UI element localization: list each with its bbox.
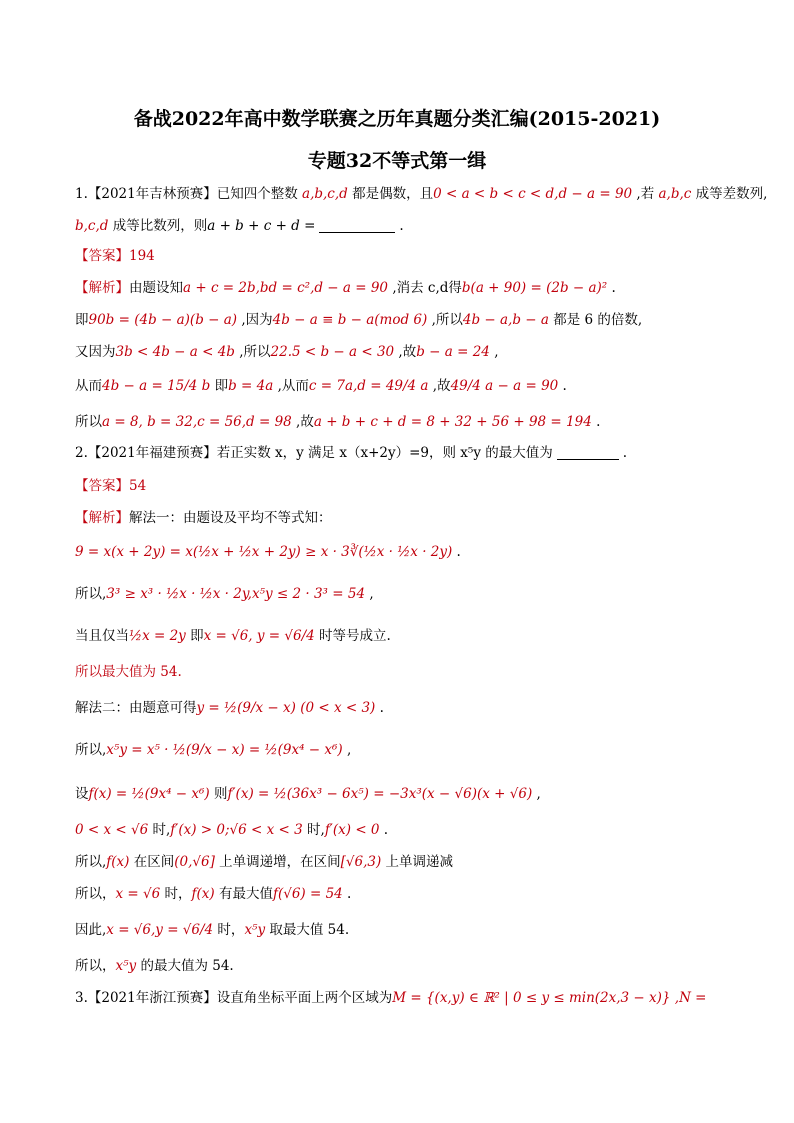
body-text: . — [558, 378, 567, 394]
body-text: ,所以 — [427, 312, 463, 328]
answer-text: 54 — [129, 478, 147, 494]
math-expression: 22.5 < b − a < 30 — [270, 344, 395, 360]
body-text: 取最大值 54. — [265, 922, 350, 938]
body-text: , — [532, 786, 541, 802]
answer-blank — [557, 447, 619, 460]
text-line — [75, 412, 725, 432]
text-line — [75, 216, 725, 236]
math-expression: f′(x) < 0 — [324, 822, 380, 838]
text-line — [75, 662, 725, 682]
math-expression: 9 = x(x + 2y) = x(½x + ½x + 2y) ≥ x · 3∛(½x · ½x · 2y) — [75, 544, 453, 560]
text-line — [75, 784, 725, 804]
text-line — [75, 246, 725, 266]
body-text: 所以, — [75, 742, 107, 758]
math-expression: f(x) = ½(9x⁴ − x⁶) — [88, 786, 210, 802]
body-text: . — [342, 886, 352, 902]
math-expression: x⁵y — [244, 922, 266, 938]
math-expression: 4b − a ≡ b − a(mod 6) — [272, 312, 428, 328]
body-text: 时， — [160, 886, 192, 902]
math-expression: ½x = 2y — [129, 628, 186, 644]
text-line — [75, 626, 725, 646]
body-text: 当且仅当 — [75, 628, 129, 644]
text-line — [75, 820, 725, 840]
text-line — [75, 184, 768, 204]
math-expression: a = 8, b = 32,c = 56,d = 98 — [102, 414, 292, 430]
body-text: 的最大值为 54. — [136, 958, 234, 974]
body-text: 从而 — [75, 378, 102, 394]
text-line — [75, 278, 725, 298]
answer-text: 【答案】 — [75, 478, 129, 494]
body-text: 即 — [75, 312, 89, 328]
body-text: ,因为 — [237, 312, 273, 328]
math-expression: f′(x) > 0;√6 < x < 3 — [170, 822, 303, 838]
text-line — [75, 698, 725, 718]
body-text: 时， — [213, 922, 245, 938]
body-text: 成等比数列，则 — [108, 218, 208, 234]
math-expression: x = √6, y = √6/4 — [203, 628, 315, 644]
text-line — [75, 376, 725, 396]
text-line — [75, 584, 725, 604]
math-expression: b − a = 24 — [416, 344, 490, 360]
text-line — [75, 542, 725, 562]
answer-blank — [319, 220, 395, 233]
body-text: 都是偶数，且 — [347, 186, 434, 202]
body-text: ,故 — [394, 344, 417, 360]
answer-text: 【解析】 — [75, 280, 129, 296]
math-expression: b = 4a — [228, 378, 274, 394]
body-text: , — [365, 586, 374, 602]
body-text: 成等差数列, — [691, 186, 768, 202]
answer-text: 【答案】 — [75, 248, 129, 264]
body-text: ,消去 c,d得 — [388, 280, 462, 296]
answer-text: 所以最大值为 54. — [75, 664, 182, 680]
body-text: . — [375, 700, 384, 716]
body-text: 因此, — [75, 922, 107, 938]
math-expression: 4b − a,b − a — [462, 312, 549, 328]
body-text: 即 — [185, 628, 204, 644]
math-expression: 4b − a = 15/4 b — [102, 378, 211, 394]
body-text: 1.【2021年吉林预赛】已知四个整数 — [75, 186, 303, 202]
text-line — [75, 884, 725, 904]
body-text: 解法二：由题意可得 — [75, 700, 197, 716]
body-text: 时等号成立. — [314, 628, 391, 644]
math-expression: (0,√6] — [174, 854, 215, 870]
body-text: , — [342, 742, 352, 758]
math-expression: ,N = — [670, 990, 707, 1006]
math-expression: 90b = (4b − a)(b − a) — [88, 312, 238, 328]
math-expression: 3³ ≥ x³ · ½x · ½x · 2y,x⁵y ≤ 2 · 3³ = 54 — [106, 586, 366, 602]
math-expression: f(x) — [106, 854, 130, 870]
body-text: . — [399, 218, 404, 234]
math-expression: x = √6,y = √6/4 — [106, 922, 214, 938]
math-expression: x = √6 — [115, 886, 161, 902]
body-text: 时, — [302, 822, 325, 838]
text-line — [75, 443, 725, 463]
math-expression: b(a + 90) = (2b − a)² — [461, 280, 608, 296]
body-text: 则 — [209, 786, 228, 802]
body-text: . — [591, 414, 601, 430]
math-expression: 3b < 4b − a < 4b — [115, 344, 235, 360]
text-line — [75, 310, 725, 330]
math-expression: b,c,d — [75, 218, 109, 234]
body-text: 在区间 — [129, 854, 175, 870]
math-expression: f(√6) = 54 — [272, 886, 343, 902]
text-line — [75, 508, 725, 528]
text-line — [75, 920, 725, 940]
text-line — [75, 476, 725, 496]
math-expression: a,b,c,d — [302, 186, 348, 202]
body-text: . — [452, 544, 461, 560]
body-text: 所以， — [75, 958, 116, 974]
body-text: ,故 — [291, 414, 314, 430]
body-text: . — [622, 445, 628, 461]
body-text: 时, — [148, 822, 171, 838]
body-text: 上单调递增，在区间 — [214, 854, 341, 870]
body-text: ,若 — [632, 186, 659, 202]
text-line — [75, 956, 725, 976]
answer-text: 【解析】 — [75, 510, 129, 526]
math-expression: 0 < x < √6 — [75, 822, 149, 838]
math-expression: f′(x) = ½(36x³ − 6x⁵) = −3x³(x − √6)(x + √6) — [227, 786, 533, 802]
answer-text: 194 — [129, 248, 155, 264]
body-text: ,从而 — [273, 378, 309, 394]
text-line — [75, 740, 725, 760]
body-text: ,故 — [428, 378, 451, 394]
body-text: 即 — [210, 378, 229, 394]
math-expression: f(x) — [191, 886, 215, 902]
body-text: ,所以 — [234, 344, 271, 360]
document-title: 备战2022年高中数学联赛之历年真题分类汇编(2015-2021) — [133, 108, 661, 130]
math-expression: y = ½(9/x − x) (0 < x < 3) — [196, 700, 376, 716]
body-text: 3.【2021年浙江预赛】设直角坐标平面上两个区域为 — [75, 990, 393, 1006]
math-expression: [√6,3) — [340, 854, 382, 870]
math-expression: a + b + c + d = 8 + 32 + 56 + 98 = 194 — [313, 414, 592, 430]
body-text: 上单调递减 — [381, 854, 454, 870]
body-text: 有最大值 — [214, 886, 273, 902]
math-expression: x⁵y — [115, 958, 137, 974]
body-text: 由题设知 — [129, 280, 183, 296]
math-expression: a + c = 2b,bd = c²,d − a = 90 — [183, 280, 389, 296]
math-expression: x⁵y = x⁵ · ½(9/x − x) = ½(9x⁴ − x⁶) — [106, 742, 343, 758]
body-text: 2.【2021年福建预赛】若正实数 x，y 满足 x（x+2y）=9，则 x⁵y 的最大值为 — [75, 445, 553, 461]
body-text: . — [607, 280, 616, 296]
body-text: 所以, — [75, 586, 107, 602]
math-expression: a + b + c + d = — [207, 218, 316, 234]
text-line — [75, 852, 725, 872]
math-expression: a,b,c — [658, 186, 692, 202]
body-text: 又因为 — [75, 344, 116, 360]
document-subtitle: 专题32不等式第一缉 — [307, 150, 487, 172]
math-expression: c = 7a,d = 49/4 a — [308, 378, 429, 394]
body-text: 所以, — [75, 854, 107, 870]
text-line — [75, 342, 725, 362]
body-text: 所以 — [75, 414, 102, 430]
body-text: 解法一：由题设及平均不等式知： — [129, 510, 332, 526]
body-text: , — [489, 344, 499, 360]
body-text: 都是 6 的倍数, — [548, 312, 643, 328]
body-text: 所以， — [75, 886, 116, 902]
text-line — [75, 988, 725, 1008]
math-expression: 0 < a < b < c < d,d − a = 90 — [433, 186, 633, 202]
math-expression: 49/4 a − a = 90 — [450, 378, 559, 394]
math-expression: M = {(x,y) ∈ ℝ² | 0 ≤ y ≤ min(2x,3 − x)} — [392, 990, 671, 1006]
body-text: . — [379, 822, 389, 838]
body-text: 设 — [75, 786, 89, 802]
